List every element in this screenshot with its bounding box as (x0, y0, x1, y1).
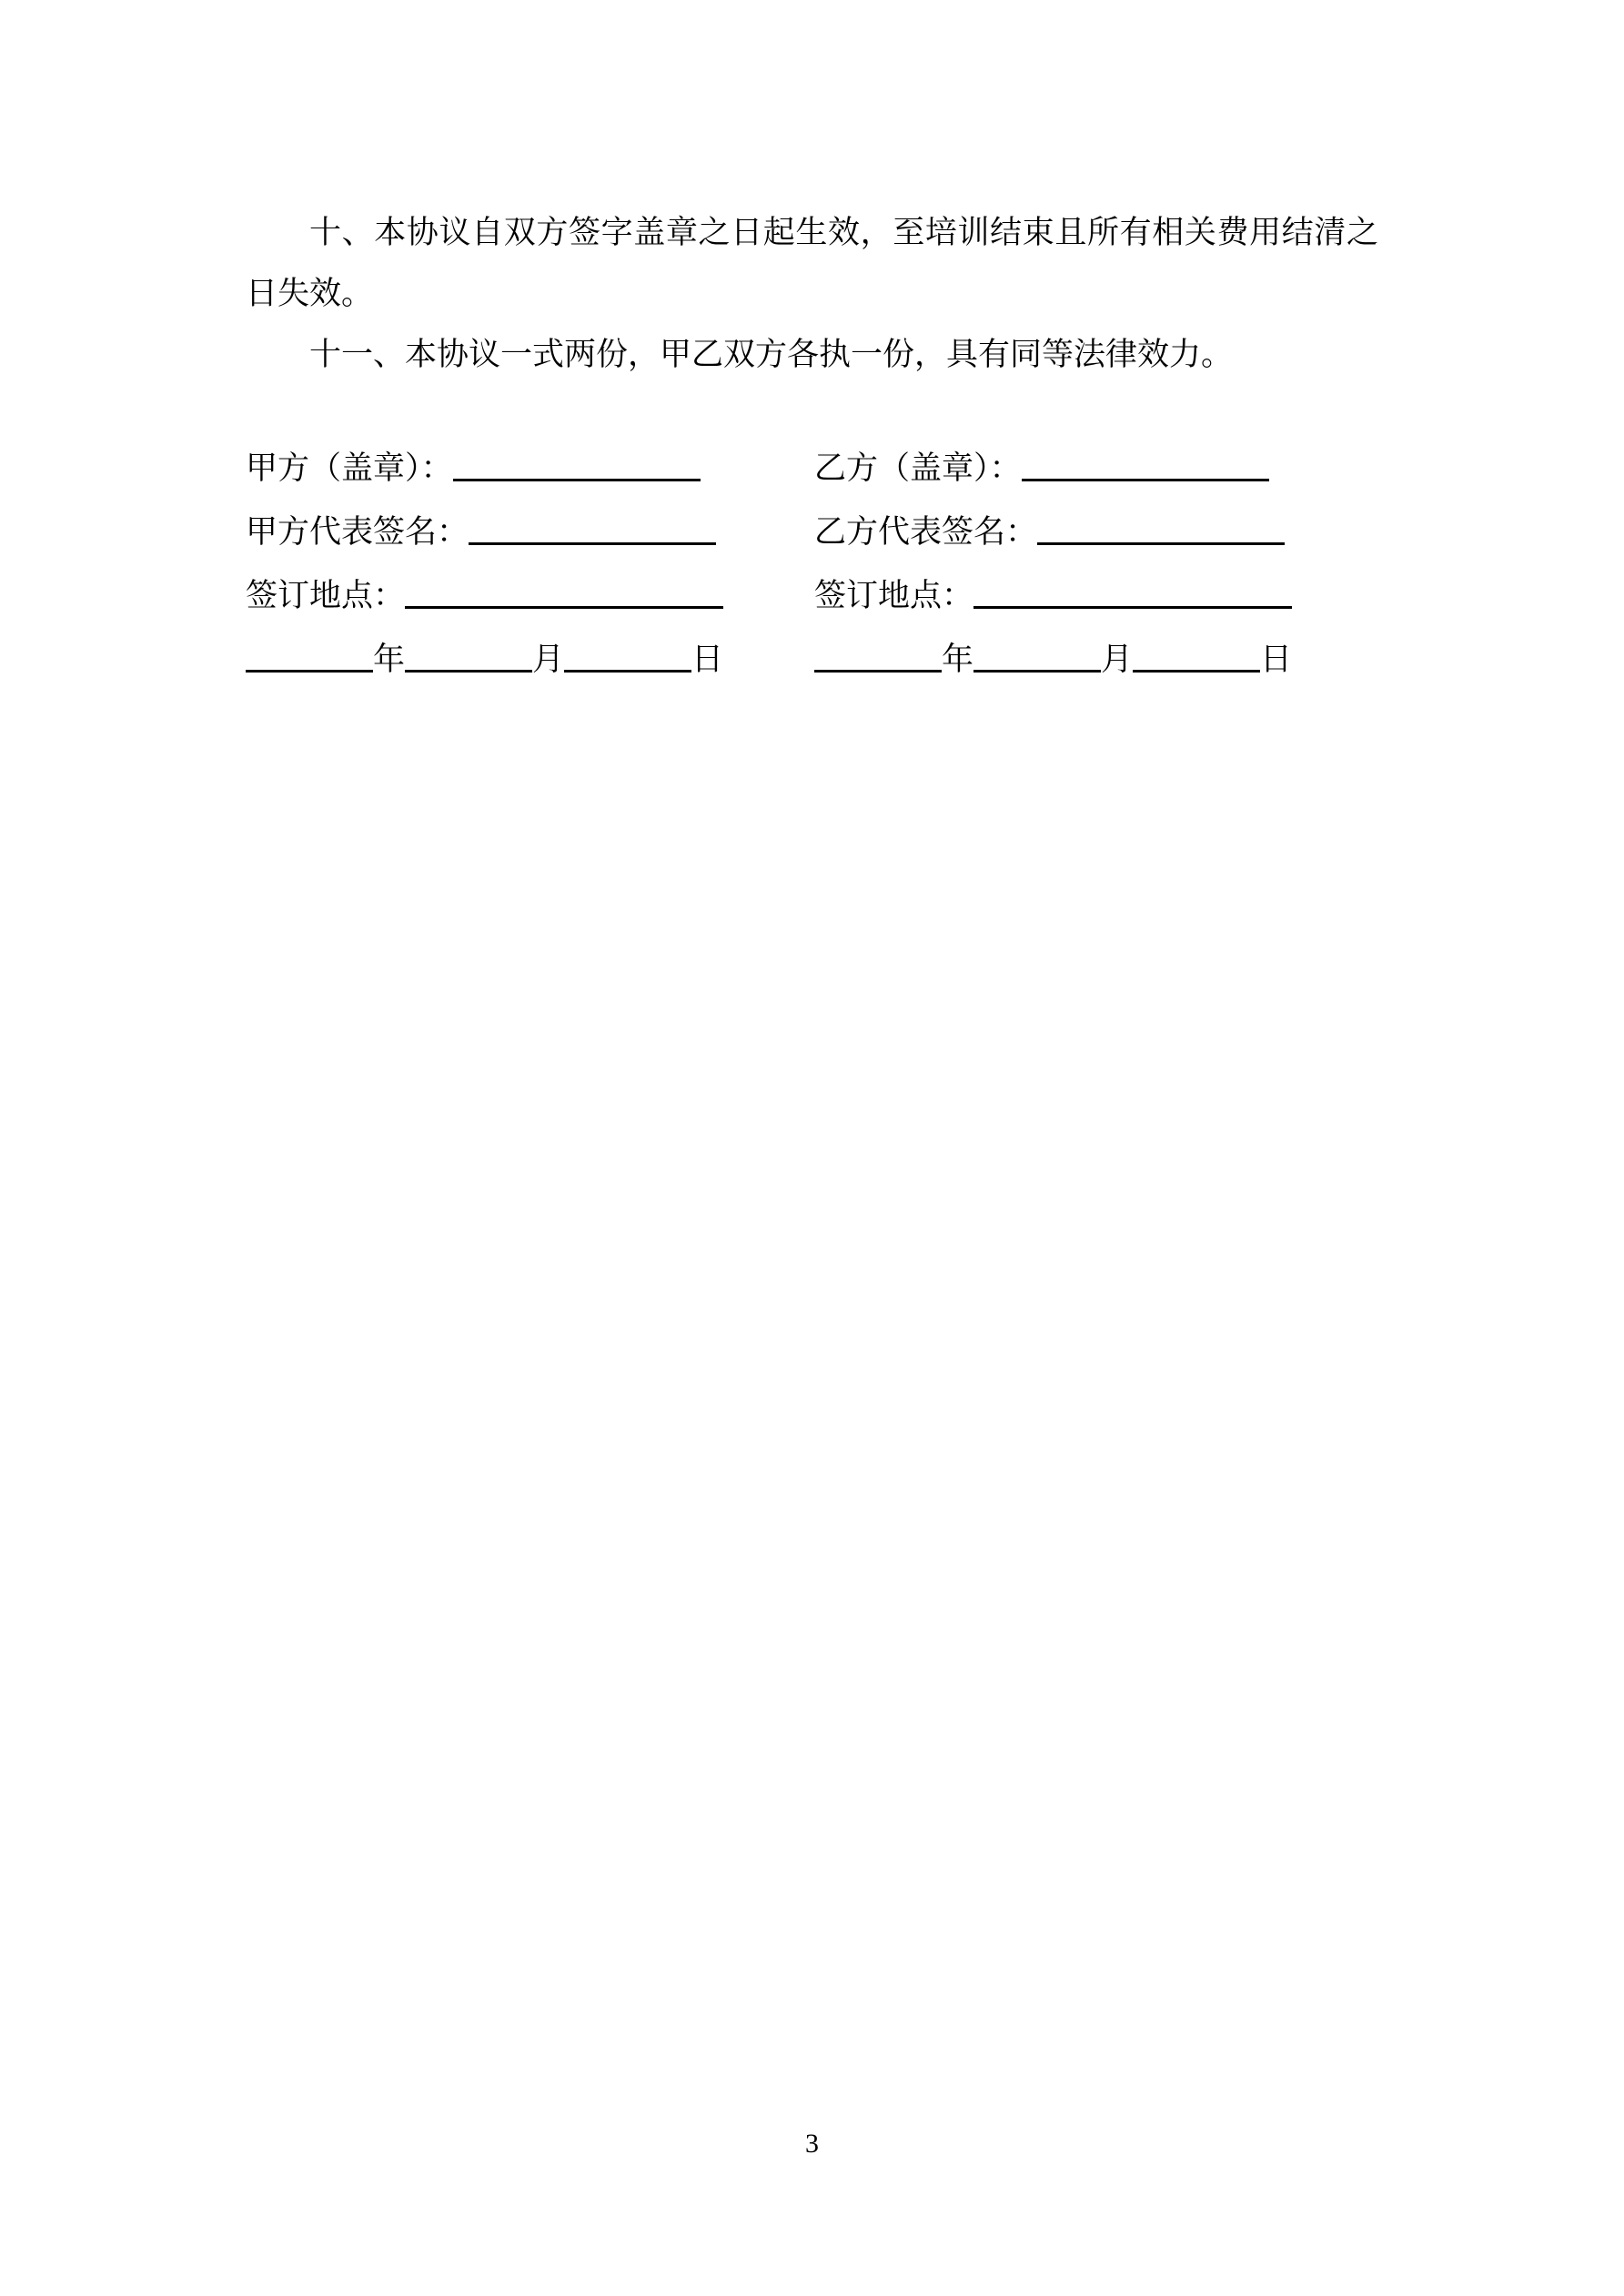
party-b-seal-label: 乙方（盖章）： (814, 450, 1022, 486)
party-a-year-line (246, 638, 373, 673)
party-a-seal-cell (246, 437, 814, 501)
party-b-year-label: 年 (942, 642, 974, 677)
party-b-date-cell (814, 628, 1378, 692)
party-b-month-label: 月 (1101, 642, 1134, 677)
signature-row-representative (246, 501, 1378, 564)
party-b-place-cell (814, 564, 1378, 628)
party-a-place-line (405, 574, 723, 609)
party-a-seal-label: 甲方（盖章）： (246, 450, 453, 486)
document-body (0, 0, 1624, 692)
party-a-representative-signature-line (469, 511, 716, 545)
party-b-year-line (814, 638, 942, 673)
clause-eleven-paragraph: 十一、本协议一式两份，甲乙双方各执一份，具有同等法律效力。 (309, 337, 1234, 372)
signature-section (246, 437, 1378, 692)
signature-row-seal (246, 437, 1378, 501)
clause-ten-paragraph: 十、本协议自双方签字盖章之日起生效，至培训结束且所有相关费用结清之日失效。 (246, 215, 1378, 311)
party-b-month-line (973, 638, 1101, 673)
party-b-representative-cell (814, 501, 1378, 564)
party-a-place-label: 签订地点： (246, 578, 406, 613)
party-a-day-line (564, 638, 691, 673)
party-a-year-label: 年 (373, 642, 406, 677)
page-number: 3 (805, 2129, 819, 2159)
party-a-date-cell (246, 628, 814, 692)
party-b-seal-signature-line (1022, 447, 1269, 481)
party-a-seal-signature-line (453, 447, 701, 481)
party-b-seal-cell (814, 437, 1378, 501)
party-a-representative-cell (246, 501, 814, 564)
party-a-day-label: 日 (691, 642, 724, 677)
signature-row-place (246, 564, 1378, 628)
party-a-place-cell (246, 564, 814, 628)
party-b-representative-label: 乙方代表签名： (814, 514, 1038, 550)
party-a-representative-label: 甲方代表签名： (246, 514, 469, 550)
party-b-place-line (973, 574, 1292, 609)
party-b-day-label: 日 (1260, 642, 1293, 677)
party-b-day-line (1133, 638, 1260, 673)
signature-row-date (246, 628, 1378, 692)
party-b-representative-signature-line (1037, 511, 1285, 545)
party-b-place-label: 签订地点： (814, 578, 974, 613)
party-a-month-label: 月 (532, 642, 565, 677)
party-a-month-line (405, 638, 532, 673)
